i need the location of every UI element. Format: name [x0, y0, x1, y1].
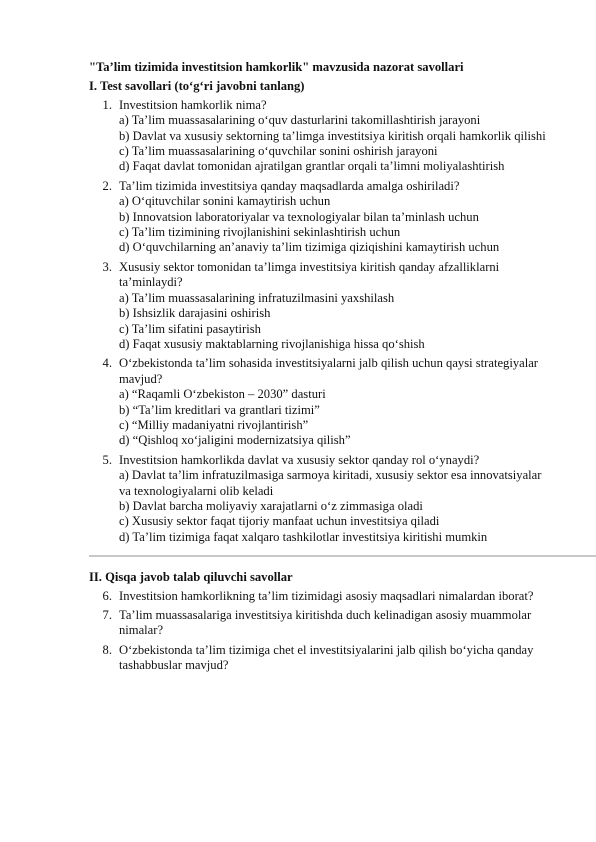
answer-option: d) O‘quvchilarning an’anaviy ta’lim tizimiga qiziqishini kamaytirish uchun [119, 240, 500, 255]
answer-option: b) “Ta’lim kreditlari va grantlari tizimi” [119, 402, 320, 417]
short-answer-questions-list [89, 589, 556, 674]
answer-option: d) “Qishloq xo‘jaligini modernizatsiya qilish” [119, 433, 351, 448]
answer-option: b) Davlat va xususiy sektorning ta’limga investitsiya kiritish orqali hamkorlik qilishi [119, 128, 546, 143]
question-text: Investitsion hamkorlik nima? [119, 97, 267, 112]
answer-option: a) “Raqamli O‘zbekiston – 2030” dasturi [119, 387, 326, 402]
section-heading-short-answer: II. Qisqa javob talab qiluvchi savollar [89, 570, 293, 585]
answer-option: c) Ta’lim sifatini pasaytirish [119, 321, 261, 336]
question-item [89, 643, 556, 674]
question-item [89, 608, 556, 639]
answer-option: a) O‘qituvchilar sonini kamaytirish uchun [119, 194, 331, 209]
question-text: Ta’lim muassasalariga investitsiya kiritishda duch kelinadigan asosiy muammolar nimalar? [119, 608, 532, 638]
answer-option: d) Ta’lim tizimiga faqat xalqaro tashkilotlar investitsiya kiritishi mumkin [119, 529, 488, 544]
answer-option: b) Davlat barcha moliyaviy xarajatlarni o‘z zimmasiga oladi [119, 498, 423, 513]
question-item [89, 589, 556, 604]
answer-option: d) Faqat davlat tomonidan ajratilgan grantlar orqali ta’limni moliyalashtirish [119, 159, 505, 174]
document-title: "Ta’lim tizimida investitsion hamkorlik" mavzusida nazorat savollari [89, 60, 464, 74]
answer-option: c) “Milliy madaniyatni rivojlantirish” [119, 417, 309, 432]
answer-option: a) Davlat ta’lim infratuzilmasiga sarmoya kiritadi, xususiy sektor esa innovatsiyalar va texnologiyalarni olib keladi [119, 468, 542, 498]
section-divider [89, 555, 596, 557]
question-number: 8. [102, 642, 112, 657]
answer-option: a) Ta’lim muassasalarining infratuzilmasini yaxshilash [119, 290, 395, 305]
answer-option: b) Ishsizlik darajasini oshirish [119, 306, 271, 321]
question-item [89, 260, 556, 352]
question-text: O‘zbekistonda ta’lim tizimiga chet el investitsiyalarini jalb qilish bo‘yicha qanday tashabbuslar mavjud? [119, 642, 534, 673]
question-number: 4. [102, 356, 112, 371]
question-number: 6. [102, 588, 112, 603]
question-text: Investitsion hamkorlikda davlat va xususiy sektor qanday rol o‘ynaydi? [119, 452, 480, 467]
answer-option: c) Ta’lim muassasalarining o‘quvchilar sonini oshirish jarayoni [119, 144, 438, 159]
question-number: 3. [102, 259, 112, 274]
answer-option: a) Ta’lim muassasalarining o‘quv dasturlarini takomillashtirish jarayoni [119, 113, 481, 128]
question-text: Ta’lim tizimida investitsiya qanday maqsadlarda amalga oshiriladi? [119, 178, 460, 193]
question-text: Investitsion hamkorlikning ta’lim tizimidagi asosiy maqsadlari nimalardan iborat? [119, 588, 534, 603]
question-item [89, 356, 556, 448]
answer-option: c) Ta’lim tizimining rivojlanishini sekinlashtirish uchun [119, 225, 401, 240]
question-number: 1. [102, 97, 112, 112]
question-item [89, 179, 556, 256]
answer-option: b) Innovatsion laboratoriyalar va texnologiyalar bilan ta’minlash uchun [119, 209, 479, 224]
answer-option: c) Xususiy sektor faqat tijoriy manfaat uchun investitsiya qiladi [119, 514, 440, 529]
question-number: 5. [102, 452, 112, 467]
question-text: Xususiy sektor tomonidan ta’limga investitsiya kiritish qanday afzalliklarni ta’minlaydi? [119, 259, 500, 290]
question-item [89, 453, 556, 545]
question-text: O‘zbekistonda ta’lim sohasida investitsiyalarni jalb qilish uchun qaysi strategiyalar mavjud? [119, 356, 538, 386]
question-item [89, 98, 556, 175]
test-questions-list [89, 98, 556, 545]
question-number: 7. [102, 608, 112, 622]
question-number: 2. [102, 178, 112, 193]
section-heading-test: I. Test savollari (to‘g‘ri javobni tanlang) [89, 79, 305, 94]
answer-option: d) Faqat xususiy maktablarning rivojlanishiga hissa qo‘shish [119, 336, 425, 351]
